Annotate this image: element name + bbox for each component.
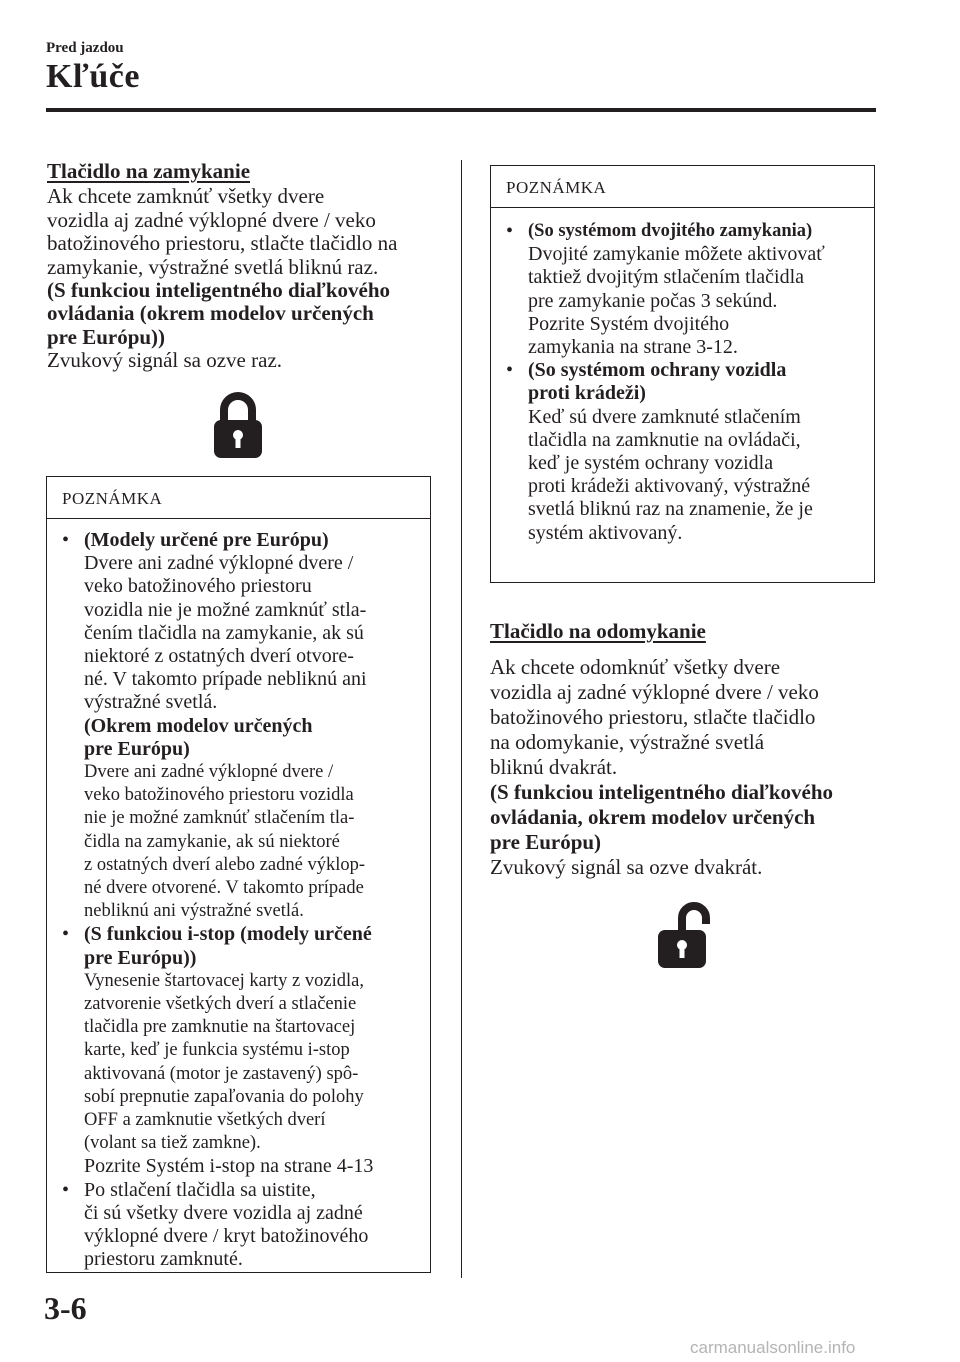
note-line: né. V takomto prípade nebliknú ani [84, 668, 367, 691]
note-line: Dvere ani zadné výklopné dvere / [84, 762, 334, 783]
note-box-left [46, 476, 431, 1273]
note-line: nebliknú ani výstražné svetlá. [84, 901, 304, 922]
bullet: • [506, 220, 514, 242]
note-line: tlačidla pre zamknutie na štartovacej [84, 1017, 356, 1038]
note-line: Dvere ani zadné výklopné dvere / [84, 552, 354, 575]
unlock-text [490, 655, 880, 780]
note-line: taktiež dvojitým stlačením tlačidla [528, 266, 805, 289]
note-line: Pozrite Systém dvojitého [528, 312, 730, 335]
chapter-title: Kľúče [46, 58, 140, 95]
section-label: Pred jazdou [46, 40, 124, 56]
note-line: Pozrite Systém i-stop na strane 4-13 [84, 1155, 374, 1178]
note-item-heading: proti krádeži) [528, 382, 646, 405]
unlock-text-line: Ak chcete odomknúť všetky dvere [490, 655, 781, 680]
unlock-condition [490, 780, 880, 855]
note-line: Vynesenie štartovacej karty z vozidla, [84, 970, 364, 991]
lock-condition-line: pre Európu)) [47, 324, 166, 349]
lock-text [47, 185, 447, 279]
note-line: zatvorenie všetkých dverí a stlačenie [84, 994, 357, 1015]
lock-condition [47, 279, 447, 349]
note-line: nie je možné zamknúť stlačením tla- [84, 808, 355, 829]
note-line: né dvere otvorené. V takomto prípade [84, 878, 364, 899]
note-item-heading: (So systémom ochrany vozidla [528, 359, 787, 382]
note-line: Keď sú dvere zamknuté stlačením [528, 405, 801, 428]
page-number: 3-6 [44, 1290, 87, 1326]
note-line: (volant sa tiež zamkne). [84, 1133, 261, 1154]
unlock-condition-line: (S funkciou inteligentného diaľkového [490, 780, 833, 805]
lock-condition-line: ovládania (okrem modelov určených [47, 301, 374, 326]
note-item-heading: (So systémom dvojitého zamykania) [528, 221, 813, 241]
lock-text-line: zamykanie, výstražné svetlá bliknú raz. [47, 254, 379, 279]
lock-sound-text: Zvukový signál sa ozve raz. [47, 348, 283, 373]
lock-text-line: Ak chcete zamknúť všetky dvere [47, 184, 325, 209]
note-line: čidla na zamykanie, ak sú niektoré [84, 831, 340, 852]
unlock-text-line: vozidla aj zadné výklopné dvere / veko [490, 680, 819, 705]
note-line: niektoré z ostatných dverí otvore- [84, 645, 354, 668]
note-item-heading: pre Európu)) [84, 946, 197, 969]
note-line: vozidla nie je možné zamknúť stla- [84, 598, 367, 621]
bullet: • [62, 923, 70, 946]
note-line: Dvojité zamykanie môžete aktivovať [528, 243, 825, 266]
note-line: systém aktivovaný. [528, 521, 683, 544]
unlock-text-line: na odomykanie, výstražné svetlá [490, 730, 765, 755]
note-item [61, 1179, 416, 1272]
note-line: svetlá bliknú raz na znamenie, že je [528, 498, 813, 521]
note-body [47, 519, 430, 1272]
note-item-heading: (S funkciou i-stop (modely určené [84, 923, 372, 946]
note-line: tlačidla na zamknutie na ovládači, [528, 428, 801, 451]
note-item [505, 359, 860, 545]
lock-text-line: batožinového priestoru, stlačte tlačidlo na [47, 231, 398, 256]
unlock-sound-text: Zvukový signál sa ozve dvakrát. [490, 855, 763, 880]
note-item [61, 923, 416, 1178]
lock-closed-icon [212, 390, 264, 460]
lock-heading: Tlačidlo na zamykanie [47, 159, 251, 183]
note-line: veko batožinového priestoru [84, 575, 312, 598]
right-column [490, 620, 880, 880]
bullet: • [506, 359, 514, 382]
left-column [47, 160, 447, 373]
lock-text-line: vozidla aj zadné výklopné dvere / veko [47, 207, 376, 232]
note-line: OFF a zamknutie všetkých dverí [84, 1110, 326, 1131]
note-line: proti krádeži aktivovaný, výstražné [528, 475, 811, 498]
note-line: aktivovaná (motor je zastavený) spô- [84, 1063, 359, 1084]
bullet: • [62, 1178, 70, 1201]
watermark: carmanualsonline.info [690, 1338, 856, 1357]
note-line: čením tlačidla na zamykanie, ak sú [84, 621, 364, 644]
note-line: výklopné dvere / kryt batožinového [84, 1225, 369, 1248]
note-item-subheading: pre Európu) [84, 737, 190, 760]
note-line: či sú všetky dvere vozidla aj zadné [84, 1201, 363, 1224]
note-box-right [490, 165, 875, 583]
unlock-text-line: bliknú dvakrát. [490, 755, 618, 780]
note-line: karte, keď je funkcia systému i-stop [84, 1040, 350, 1061]
unlock-condition-line: pre Európu) [490, 830, 602, 855]
note-line: priestoru zamknuté. [84, 1248, 243, 1271]
unlock-condition-line: ovládania, okrem modelov určených [490, 805, 816, 830]
note-line: pre zamykanie počas 3 sekúnd. [528, 289, 778, 312]
note-line: veko batožinového priestoru vozidla [84, 785, 354, 806]
note-body [491, 208, 874, 545]
note-line: Po stlačení tlačidla sa uistite, [84, 1178, 316, 1201]
note-item [61, 529, 416, 923]
lock-condition-line: (S funkciou inteligentného diaľkového [47, 278, 390, 303]
unlock-heading: Tlačidlo na odomykanie [490, 619, 706, 643]
note-item-heading: (Modely určené pre Európu) [84, 529, 329, 551]
note-line: z ostatných dverí alebo zadné výklop- [84, 854, 365, 875]
unlock-text-line: batožinového priestoru, stlačte tlačidlo [490, 705, 816, 730]
note-item-subheading: (Okrem modelov určených [84, 714, 313, 737]
title-rule [46, 108, 876, 112]
note-line: keď je systém ochrany vozidla [528, 452, 774, 475]
note-title: POZNÁMKA [47, 477, 430, 519]
lock-open-icon [656, 900, 710, 970]
column-divider [461, 160, 462, 1278]
note-line: zamykania na strane 3-12. [528, 336, 738, 359]
note-line: sobí prepnutie zapaľovania do polohy [84, 1086, 364, 1107]
note-line: výstražné svetlá. [84, 691, 218, 714]
note-item [505, 220, 860, 359]
bullet: • [62, 529, 70, 551]
note-title: POZNÁMKA [491, 166, 874, 208]
